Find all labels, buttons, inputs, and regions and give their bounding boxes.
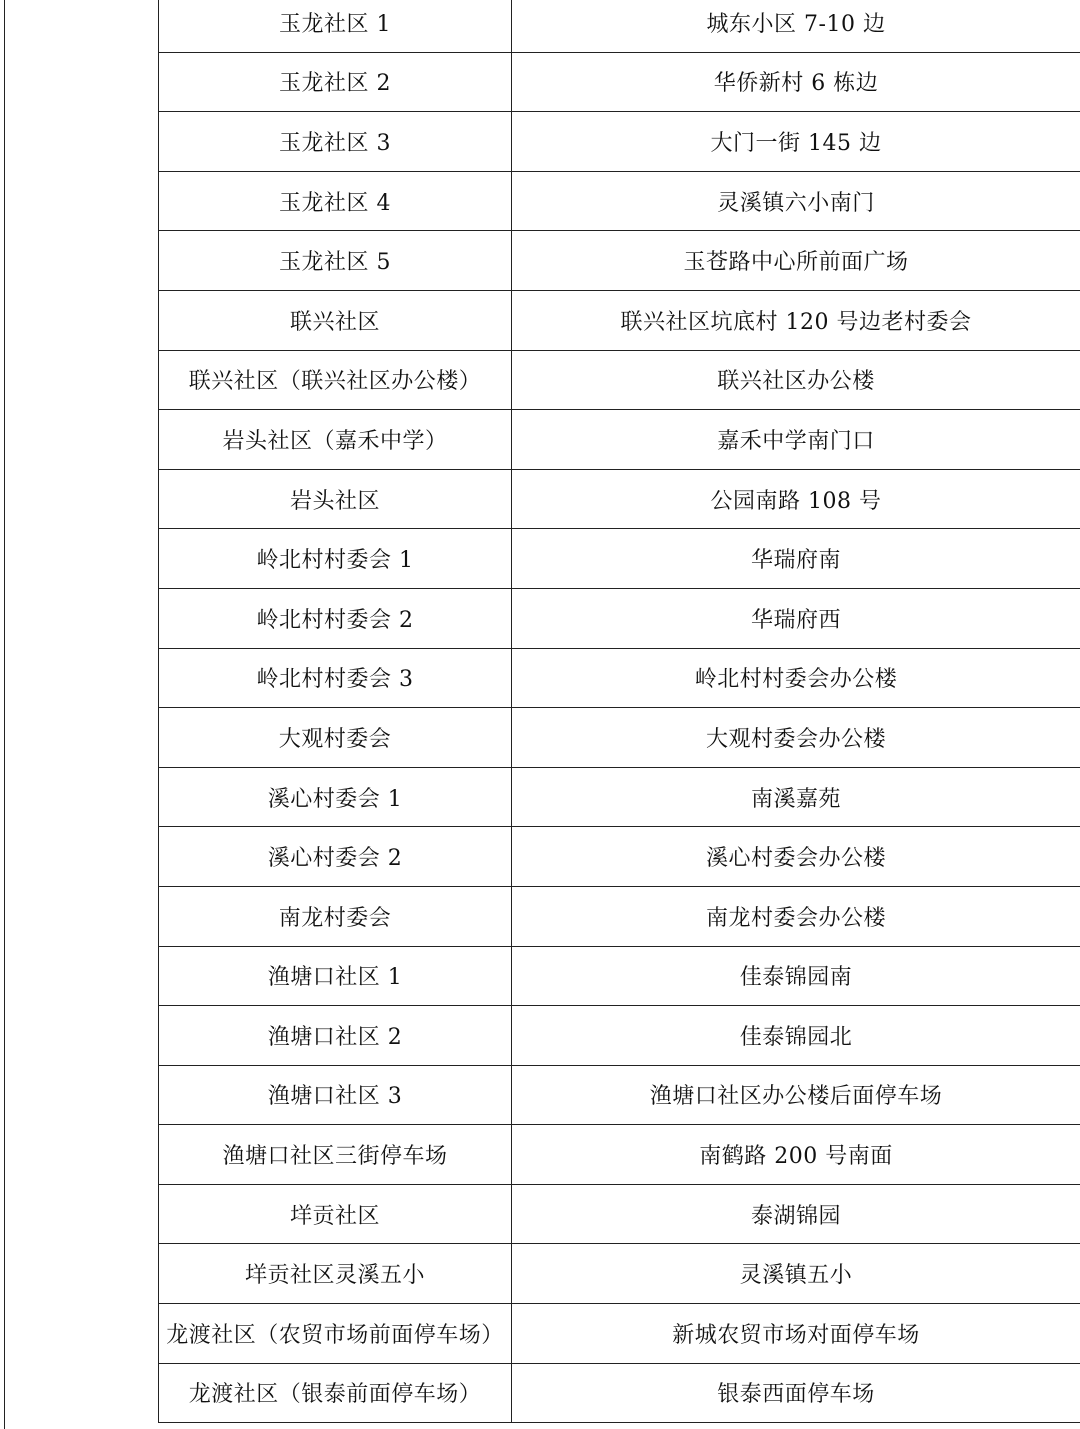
community-cell: 岭北村村委会 2 <box>159 588 512 648</box>
location-cell: 华瑞府南 <box>512 529 1080 589</box>
table-row <box>159 708 1080 768</box>
location-table-body <box>159 0 1080 1423</box>
location-cell: 银泰西面停车场 <box>512 1363 1080 1423</box>
table-row <box>159 0 1080 52</box>
community-cell: 玉龙社区 2 <box>159 52 512 112</box>
community-cell: 渔塘口社区三街停车场 <box>159 1125 512 1185</box>
community-cell: 垟贡社区灵溪五小 <box>159 1244 512 1304</box>
community-cell: 岭北村村委会 3 <box>159 648 512 708</box>
table-row <box>159 946 1080 1006</box>
table-row <box>159 767 1080 827</box>
location-cell: 联兴社区坑底村 120 号边老村委会 <box>512 290 1080 350</box>
location-cell: 南鹤路 200 号南面 <box>512 1125 1080 1185</box>
table-row <box>159 886 1080 946</box>
table-row <box>159 52 1080 112</box>
table-row <box>159 1125 1080 1185</box>
location-cell: 佳泰锦园南 <box>512 946 1080 1006</box>
table-row <box>159 1184 1080 1244</box>
location-cell: 华侨新村 6 栋边 <box>512 52 1080 112</box>
community-cell: 联兴社区（联兴社区办公楼） <box>159 350 512 410</box>
community-cell: 溪心村委会 1 <box>159 767 512 827</box>
community-cell: 岭北村村委会 1 <box>159 529 512 589</box>
location-cell: 公园南路 108 号 <box>512 469 1080 529</box>
community-cell: 南龙村委会 <box>159 886 512 946</box>
location-cell: 灵溪镇五小 <box>512 1244 1080 1304</box>
community-cell: 玉龙社区 5 <box>159 231 512 291</box>
location-cell: 灵溪镇六小南门 <box>512 171 1080 231</box>
table-row <box>159 1065 1080 1125</box>
table-row <box>159 1363 1080 1423</box>
community-cell: 岩头社区 <box>159 469 512 529</box>
location-cell: 新城农贸市场对面停车场 <box>512 1304 1080 1364</box>
community-cell: 玉龙社区 4 <box>159 171 512 231</box>
location-cell: 佳泰锦园北 <box>512 1006 1080 1066</box>
table-row <box>159 827 1080 887</box>
location-cell: 大观村委会办公楼 <box>512 708 1080 768</box>
page-left-border <box>4 0 5 1429</box>
table-row <box>159 469 1080 529</box>
table-row <box>159 231 1080 291</box>
location-cell: 泰湖锦园 <box>512 1184 1080 1244</box>
community-cell: 联兴社区 <box>159 290 512 350</box>
location-cell: 南溪嘉苑 <box>512 767 1080 827</box>
table-row <box>159 1244 1080 1304</box>
table-row <box>159 350 1080 410</box>
community-cell: 渔塘口社区 3 <box>159 1065 512 1125</box>
community-cell: 垟贡社区 <box>159 1184 512 1244</box>
community-cell: 玉龙社区 1 <box>159 0 512 52</box>
location-cell: 玉苍路中心所前面广场 <box>512 231 1080 291</box>
table-row <box>159 529 1080 589</box>
location-table <box>158 0 1080 1423</box>
location-cell: 城东小区 7-10 边 <box>512 0 1080 52</box>
community-cell: 渔塘口社区 1 <box>159 946 512 1006</box>
location-cell: 溪心村委会办公楼 <box>512 827 1080 887</box>
table-row <box>159 410 1080 470</box>
table-row <box>159 1304 1080 1364</box>
community-cell: 岩头社区（嘉禾中学） <box>159 410 512 470</box>
location-cell: 渔塘口社区办公楼后面停车场 <box>512 1065 1080 1125</box>
community-cell: 渔塘口社区 2 <box>159 1006 512 1066</box>
location-cell: 岭北村村委会办公楼 <box>512 648 1080 708</box>
table-row <box>159 1006 1080 1066</box>
community-cell: 龙渡社区（银泰前面停车场） <box>159 1363 512 1423</box>
table-row <box>159 648 1080 708</box>
location-cell: 华瑞府西 <box>512 588 1080 648</box>
community-cell: 溪心村委会 2 <box>159 827 512 887</box>
location-cell: 嘉禾中学南门口 <box>512 410 1080 470</box>
location-cell: 南龙村委会办公楼 <box>512 886 1080 946</box>
community-cell: 龙渡社区（农贸市场前面停车场） <box>159 1304 512 1364</box>
community-cell: 玉龙社区 3 <box>159 112 512 172</box>
table-row <box>159 112 1080 172</box>
location-cell: 大门一街 145 边 <box>512 112 1080 172</box>
table-row <box>159 290 1080 350</box>
table-row <box>159 171 1080 231</box>
location-cell: 联兴社区办公楼 <box>512 350 1080 410</box>
community-cell: 大观村委会 <box>159 708 512 768</box>
table-row <box>159 588 1080 648</box>
